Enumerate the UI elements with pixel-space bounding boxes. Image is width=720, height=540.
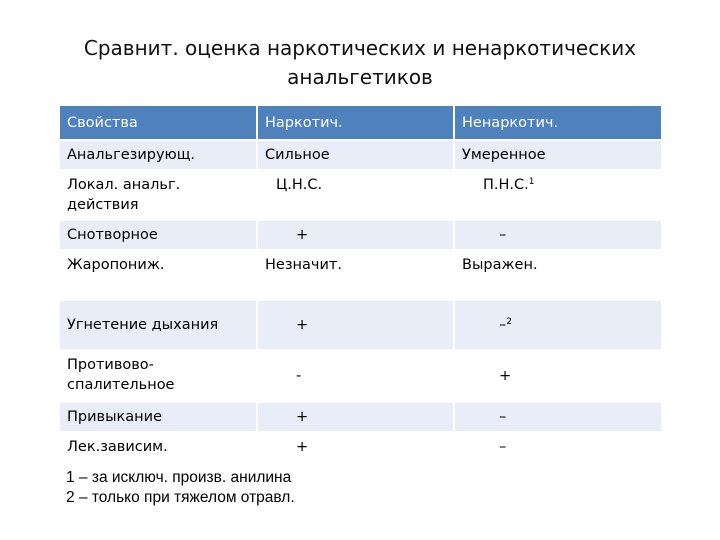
cell-narcotic: - bbox=[257, 350, 454, 402]
footnote-ref: 2 bbox=[506, 317, 512, 327]
table-header-row bbox=[60, 106, 661, 140]
cell-narcotic: Незначит. bbox=[257, 250, 454, 300]
cell-non-narcotic bbox=[454, 300, 661, 350]
cell-non-narcotic-text: Умеренное bbox=[462, 147, 546, 163]
cell-property: Локал. анальг. действия bbox=[60, 170, 257, 220]
cell-narcotic: + bbox=[257, 220, 454, 250]
cell-narcotic: + bbox=[257, 300, 454, 350]
cell-non-narcotic-text: – bbox=[499, 439, 507, 455]
footnotes bbox=[66, 468, 295, 508]
cell-non-narcotic-text: – bbox=[499, 227, 507, 243]
cell-non-narcotic bbox=[454, 220, 661, 250]
footnote-ref: 1 bbox=[528, 177, 535, 187]
table-row bbox=[60, 300, 661, 350]
cell-property: Анальгезирующ. bbox=[60, 140, 257, 170]
cell-property bbox=[60, 350, 257, 402]
cell-non-narcotic bbox=[454, 250, 661, 300]
table-row bbox=[60, 350, 661, 402]
table-row bbox=[60, 220, 661, 250]
cell-non-narcotic-text: + bbox=[499, 368, 512, 384]
cell-property: Жаропониж. bbox=[60, 250, 257, 300]
header-narcotic: Наркотич. bbox=[257, 106, 454, 140]
cell-property: Угнетение дыхания bbox=[60, 300, 257, 350]
cell-property: Снотворное bbox=[60, 220, 257, 250]
cell-non-narcotic bbox=[454, 402, 661, 432]
table-row bbox=[60, 402, 661, 432]
table-row bbox=[60, 140, 661, 170]
cell-narcotic: + bbox=[257, 402, 454, 432]
table-row bbox=[60, 250, 661, 300]
cell-non-narcotic-text: Выражен. bbox=[462, 257, 538, 273]
table-row bbox=[60, 170, 661, 220]
cell-non-narcotic bbox=[454, 140, 661, 170]
cell-property: Привыкание bbox=[60, 402, 257, 432]
slide-title-line-2: анальгетиков bbox=[287, 65, 433, 89]
footnote-1: 1 – за исключ. произв. анилина bbox=[66, 469, 292, 486]
cell-property-text: Противово-спалительное bbox=[67, 357, 175, 393]
cell-non-narcotic-text: П.Н.С. bbox=[483, 177, 529, 193]
cell-narcotic: + bbox=[257, 432, 454, 462]
cell-non-narcotic bbox=[454, 170, 661, 220]
slide-title bbox=[60, 34, 660, 92]
cell-property: Лек.зависим. bbox=[60, 432, 257, 462]
header-non-narcotic: Ненаркотич. bbox=[454, 106, 661, 140]
table-row bbox=[60, 432, 661, 462]
cell-non-narcotic bbox=[454, 350, 661, 402]
slide-title-line-1: Сравнит. оценка наркотических и ненаркотических bbox=[83, 36, 637, 60]
cell-narcotic: Сильное bbox=[257, 140, 454, 170]
comparison-table bbox=[60, 106, 661, 463]
cell-non-narcotic bbox=[454, 432, 661, 462]
cell-non-narcotic-text: – bbox=[499, 409, 507, 425]
cell-narcotic: Ц.Н.С. bbox=[257, 170, 454, 220]
footnote-2: 2 – только при тяжелом отравл. bbox=[66, 489, 295, 506]
cell-non-narcotic-text: – bbox=[499, 317, 507, 333]
header-properties: Свойства bbox=[60, 106, 257, 140]
